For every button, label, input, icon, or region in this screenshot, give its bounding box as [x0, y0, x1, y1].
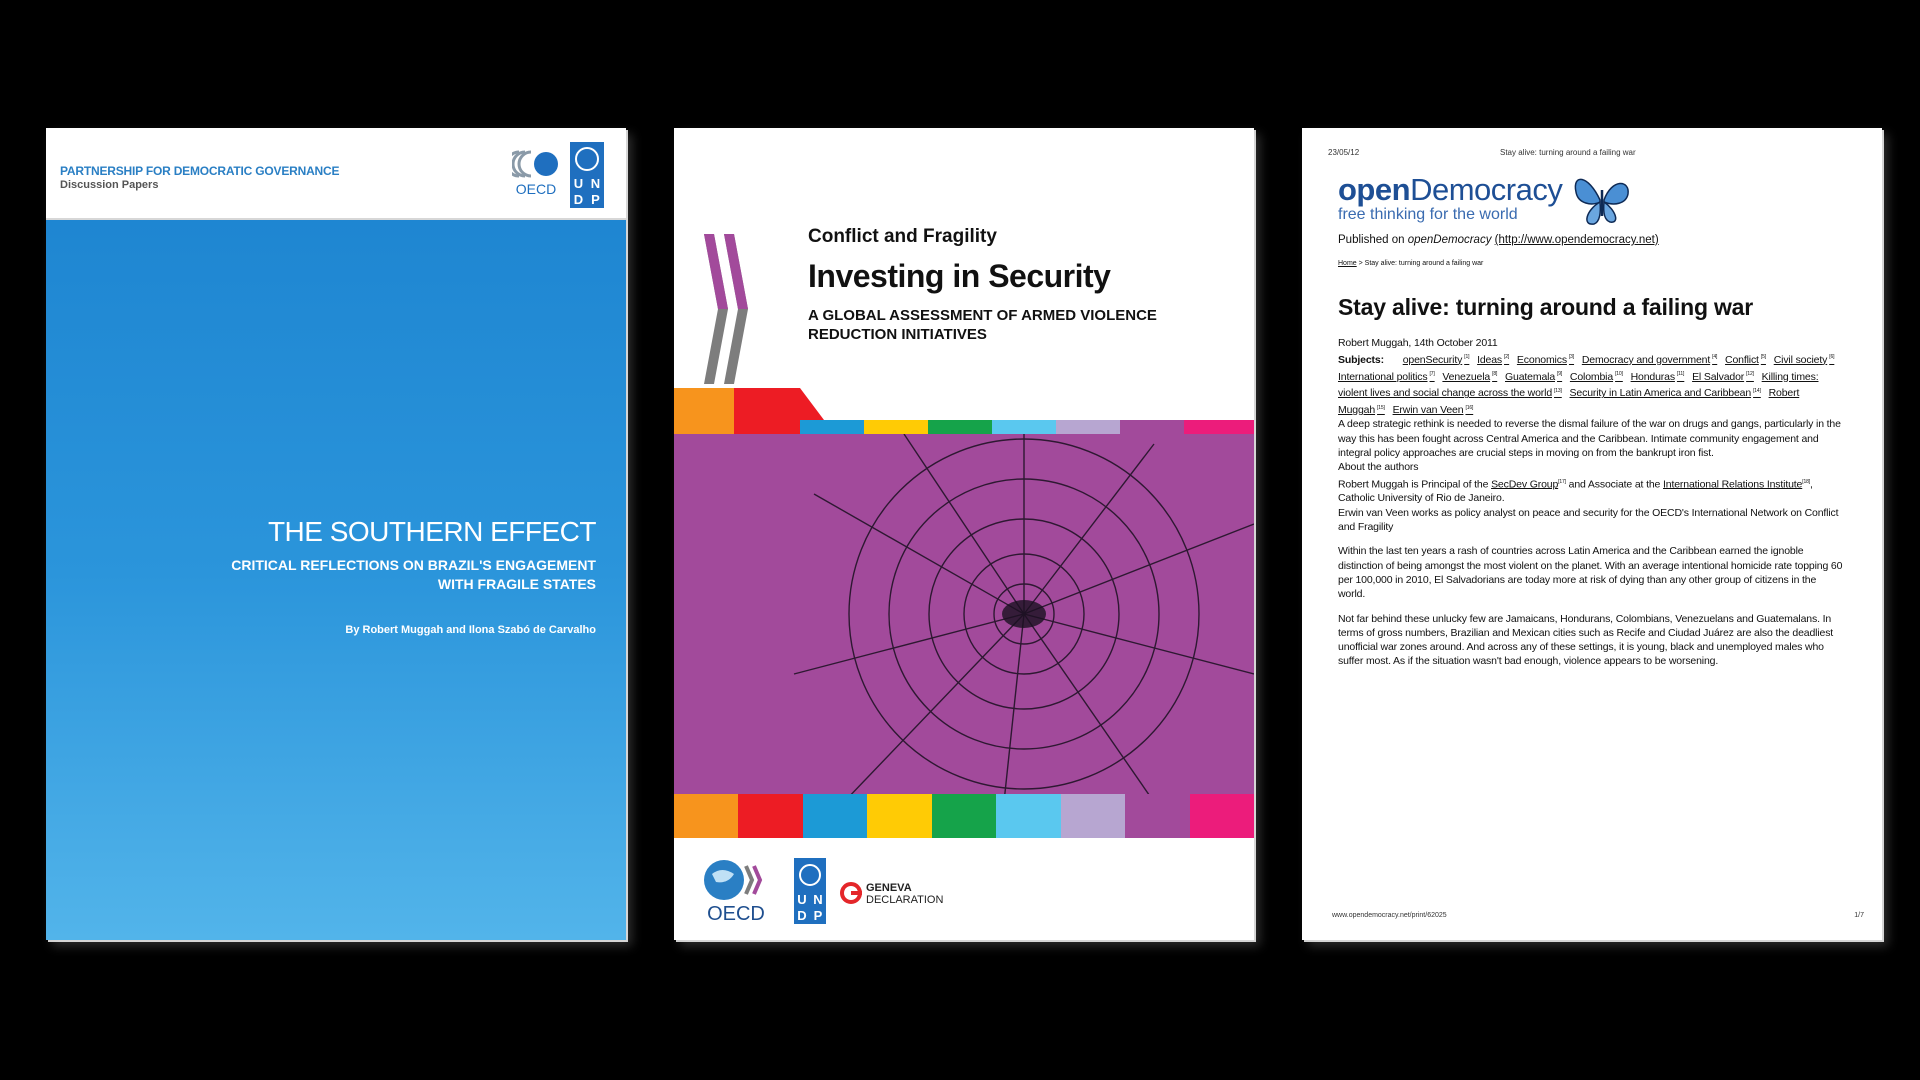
footer-url: www.opendemocracy.net/print/62025: [1332, 912, 1447, 919]
subject-link[interactable]: Guatemala [9]: [1505, 370, 1563, 383]
stripe-orange: [674, 794, 738, 838]
cover-title: Investing in Security: [808, 258, 1111, 294]
oecd-globe-logo-icon: [702, 858, 778, 924]
author-date-line: Robert Muggah, 14th October 2011: [1338, 337, 1498, 349]
site-url-link[interactable]: (http://www.opendemocracy.net): [1494, 234, 1659, 246]
stripe-cyan: [996, 794, 1060, 838]
publisher-logos: [702, 858, 962, 924]
stripe-red: [738, 794, 802, 838]
series-subtitle: Discussion Papers: [60, 179, 159, 191]
about-authors-label: About the authors: [1338, 461, 1419, 474]
undp-logo-icon: U N D P: [794, 858, 826, 924]
oecd-logo-text: OECD: [707, 903, 765, 924]
article-paragraph: Within the last ten years a rash of countries across Latin America and the Caribbean earned the ignoble distinction of being amongst the most violent on the planet. With an average intentional homicide rate topping 60 per 100,000 in 2010, El Salvadorians are today more at risk of dying than any other group of citizens in the world.: [1338, 545, 1843, 601]
subject-link[interactable]: Conflict [5]: [1725, 353, 1766, 366]
iri-link[interactable]: International Relations Institute: [1663, 478, 1803, 491]
undp-logo-icon: U N D P: [570, 142, 604, 208]
chevron-logo-icon: [704, 234, 748, 384]
subject-link[interactable]: Democracy and government [4]: [1581, 353, 1718, 366]
subject-link[interactable]: Honduras [11]: [1630, 370, 1685, 383]
stripe-lavender: [1061, 794, 1125, 838]
cover-subtitle: A GLOBAL ASSESSMENT OF ARMED VIOLENCE REDUCTION INITIATIVES: [808, 307, 1157, 343]
butterfly-icon: [1570, 170, 1634, 230]
stripe-blue: [803, 794, 867, 838]
color-stripe-bottom: [674, 794, 1254, 838]
cover-header: [46, 128, 626, 220]
subject-link[interactable]: Economics [3]: [1516, 353, 1575, 366]
geneva-declaration-logo-icon: [840, 882, 862, 904]
cover-title: THE SOUTHERN EFFECT: [267, 516, 596, 547]
subject-link[interactable]: Civil society [6]: [1773, 353, 1835, 366]
document-cover-investing-in-security[interactable]: [674, 128, 1254, 940]
breadcrumb-home-link[interactable]: Home: [1338, 260, 1357, 267]
series-title: PARTNERSHIP FOR DEMOCRATIC GOVERNANCE: [60, 164, 340, 178]
subject-link[interactable]: El Salvador [12]: [1692, 370, 1754, 383]
subject-link[interactable]: Robert Muggah [15]: [1338, 387, 1800, 417]
subject-link[interactable]: Security in Latin America and Caribbean [14]: [1569, 387, 1761, 400]
stripe-green: [932, 794, 996, 838]
author2-bio: Erwin van Veen works as policy analyst on peace and security for the OECD's International Network on Conflict and Fragility: [1338, 506, 1839, 534]
secdev-link[interactable]: SecDev Group: [1491, 478, 1559, 491]
print-page-title: Stay alive: turning around a failing war: [1500, 148, 1636, 157]
subject-link[interactable]: Erwin van Veen [16]: [1392, 404, 1474, 417]
cover-byline: By Robert Muggah and Ilona Szabó de Carvalho: [345, 624, 596, 636]
oecd-logo-text: OECD: [515, 181, 557, 197]
article-paragraph: Not far behind these unlucky few are Jamaicans, Hondurans, Colombians, Venezuelans and Guatemalans. In terms of gross numbers, Brazilian and Mexican cities such as Recife and Ciudad Juárez are also the deadliest unofficial war zones around. And across any of these settings, it is young, black and unemployed males who suffer most. As if the situation wasn't bad enough, violence appears to be worsening.: [1338, 612, 1834, 668]
article-intro: A deep strategic rethink is needed to reverse the dismal failure of the war on drugs and gangs, particularly in the way this has been fought across Central America and the Caribbean. Intimate community engagement and integral policy approaches are crucial steps in moving on from the bankrupt iron fist.: [1338, 418, 1841, 460]
print-date: 23/05/12: [1328, 148, 1360, 157]
published-line: Published on openDemocracy (http://www.opendemocracy.net): [1338, 234, 1659, 246]
stripe-purple: [1125, 794, 1189, 838]
stripe-pink: [1190, 794, 1254, 838]
cover-subtitle: CRITICAL REFLECTIONS ON BRAZIL'S ENGAGEMENT WITH FRAGILE STATES: [231, 557, 596, 592]
author1-bio: Robert Muggah is Principal of the SecDev Group[17] and Associate at the International Relations Institute[18], Catholic University of Rio de Janeiro.: [1338, 478, 1813, 505]
subject-link[interactable]: Venezuela [8]: [1442, 370, 1498, 383]
geneva-declaration-text: GENEVA DECLARATION: [866, 882, 944, 906]
subject-link[interactable]: International politics [7]: [1338, 370, 1435, 383]
subject-link[interactable]: Colombia [10]: [1569, 370, 1623, 383]
cover-image-shattered-glass: [674, 434, 1254, 802]
subjects-list: Subjects: openSecurity [1] Ideas [2] Economics [3] Democracy and government [4] Conflict [5] Civil society [6] International politics [7] Venezuela [8] Guatemala [9] Colombia [10] Honduras [11] El Salvador [12] Killing times: violent lives and social change across the world [13] Security in Latin America and Caribbean [14] Robert Muggah [15] Erwin van Veen [16]: [1338, 353, 1835, 417]
stripe-yellow: [867, 794, 931, 838]
oecd-logo-icon: [512, 146, 560, 198]
article-body: [1338, 336, 1846, 669]
breadcrumb: Home > Stay alive: turning around a failing war: [1338, 260, 1484, 267]
footer-page-number: 1/7: [1854, 912, 1864, 919]
series-title: Conflict and Fragility: [808, 226, 997, 247]
opendemocracy-logo: openDemocracy: [1338, 172, 1563, 207]
article-heading: Stay alive: turning around a failing war: [1338, 294, 1754, 320]
document-article-print-page[interactable]: [1302, 128, 1882, 940]
subject-link[interactable]: openSecurity [1]: [1402, 353, 1470, 366]
document-cover-southern-effect[interactable]: [46, 128, 626, 940]
subject-link[interactable]: Ideas [2]: [1477, 353, 1510, 366]
subject-link[interactable]: Killing times: violent lives and social change across the world [13]: [1338, 370, 1819, 400]
brand-tagline: free thinking for the world: [1338, 206, 1518, 223]
